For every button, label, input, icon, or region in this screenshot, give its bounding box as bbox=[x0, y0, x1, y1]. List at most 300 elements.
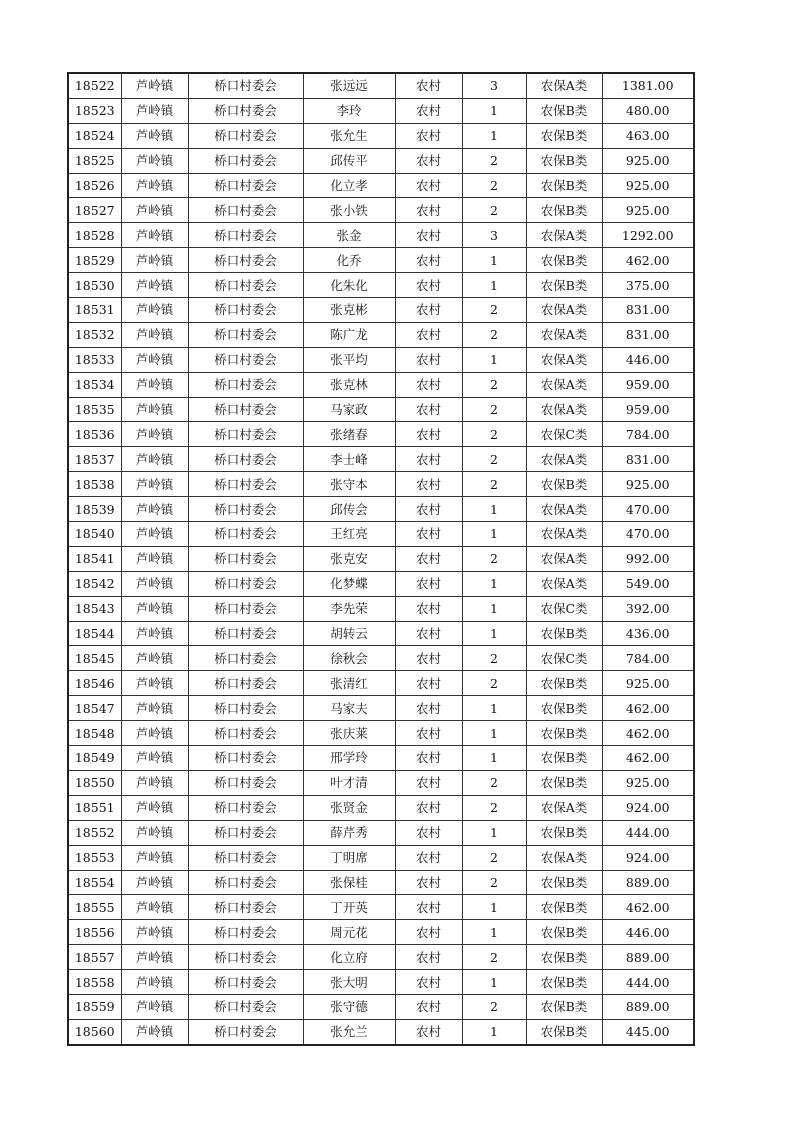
table-row bbox=[68, 422, 694, 447]
town-cell: 芦岭镇 bbox=[121, 895, 188, 920]
amount-cell: 446.00 bbox=[602, 920, 694, 945]
record-id-cell: 18548 bbox=[68, 721, 121, 746]
household-type-cell: 农村 bbox=[395, 895, 462, 920]
member-count-cell: 1 bbox=[462, 721, 526, 746]
household-type-cell: 农村 bbox=[395, 671, 462, 696]
amount-cell: 444.00 bbox=[602, 970, 694, 995]
amount-cell: 925.00 bbox=[602, 198, 694, 223]
member-count-cell: 2 bbox=[462, 173, 526, 198]
record-id-cell: 18531 bbox=[68, 298, 121, 323]
subsidy-table bbox=[67, 72, 695, 1046]
person-name-cell: 李玲 bbox=[303, 98, 395, 123]
member-count-cell: 2 bbox=[462, 546, 526, 571]
amount-cell: 784.00 bbox=[602, 646, 694, 671]
town-cell: 芦岭镇 bbox=[121, 671, 188, 696]
table-row bbox=[68, 845, 694, 870]
village-committee-cell: 桥口村委会 bbox=[188, 646, 303, 671]
insurance-category-cell: 农保C类 bbox=[526, 646, 602, 671]
amount-cell: 959.00 bbox=[602, 372, 694, 397]
person-name-cell: 化立孝 bbox=[303, 173, 395, 198]
record-id-cell: 18525 bbox=[68, 148, 121, 173]
household-type-cell: 农村 bbox=[395, 472, 462, 497]
insurance-category-cell: 农保A类 bbox=[526, 73, 602, 98]
town-cell: 芦岭镇 bbox=[121, 522, 188, 547]
household-type-cell: 农村 bbox=[395, 223, 462, 248]
member-count-cell: 1 bbox=[462, 895, 526, 920]
table-row bbox=[68, 945, 694, 970]
table-row bbox=[68, 970, 694, 995]
member-count-cell: 3 bbox=[462, 73, 526, 98]
insurance-category-cell: 农保A类 bbox=[526, 546, 602, 571]
record-id-cell: 18537 bbox=[68, 447, 121, 472]
village-committee-cell: 桥口村委会 bbox=[188, 173, 303, 198]
village-committee-cell: 桥口村委会 bbox=[188, 73, 303, 98]
village-committee-cell: 桥口村委会 bbox=[188, 322, 303, 347]
person-name-cell: 陈广龙 bbox=[303, 322, 395, 347]
village-committee-cell: 桥口村委会 bbox=[188, 472, 303, 497]
insurance-category-cell: 农保B类 bbox=[526, 696, 602, 721]
insurance-category-cell: 农保B类 bbox=[526, 173, 602, 198]
insurance-category-cell: 农保A类 bbox=[526, 372, 602, 397]
member-count-cell: 2 bbox=[462, 870, 526, 895]
table-body bbox=[68, 73, 694, 1045]
member-count-cell: 2 bbox=[462, 397, 526, 422]
amount-cell: 925.00 bbox=[602, 770, 694, 795]
town-cell: 芦岭镇 bbox=[121, 223, 188, 248]
person-name-cell: 周元花 bbox=[303, 920, 395, 945]
record-id-cell: 18558 bbox=[68, 970, 121, 995]
insurance-category-cell: 农保A类 bbox=[526, 447, 602, 472]
amount-cell: 549.00 bbox=[602, 571, 694, 596]
record-id-cell: 18529 bbox=[68, 248, 121, 273]
amount-cell: 992.00 bbox=[602, 546, 694, 571]
household-type-cell: 农村 bbox=[395, 721, 462, 746]
household-type-cell: 农村 bbox=[395, 820, 462, 845]
person-name-cell: 张克林 bbox=[303, 372, 395, 397]
insurance-category-cell: 农保A类 bbox=[526, 845, 602, 870]
household-type-cell: 农村 bbox=[395, 770, 462, 795]
amount-cell: 375.00 bbox=[602, 273, 694, 298]
insurance-category-cell: 农保A类 bbox=[526, 497, 602, 522]
person-name-cell: 化梦蝶 bbox=[303, 571, 395, 596]
table-row bbox=[68, 994, 694, 1019]
town-cell: 芦岭镇 bbox=[121, 123, 188, 148]
member-count-cell: 1 bbox=[462, 571, 526, 596]
member-count-cell: 2 bbox=[462, 322, 526, 347]
record-id-cell: 18559 bbox=[68, 994, 121, 1019]
village-committee-cell: 桥口村委会 bbox=[188, 248, 303, 273]
person-name-cell: 马家政 bbox=[303, 397, 395, 422]
amount-cell: 462.00 bbox=[602, 895, 694, 920]
table-row bbox=[68, 920, 694, 945]
amount-cell: 925.00 bbox=[602, 148, 694, 173]
record-id-cell: 18547 bbox=[68, 696, 121, 721]
town-cell: 芦岭镇 bbox=[121, 198, 188, 223]
record-id-cell: 18532 bbox=[68, 322, 121, 347]
record-id-cell: 18522 bbox=[68, 73, 121, 98]
town-cell: 芦岭镇 bbox=[121, 994, 188, 1019]
household-type-cell: 农村 bbox=[395, 795, 462, 820]
household-type-cell: 农村 bbox=[395, 646, 462, 671]
table-row bbox=[68, 73, 694, 98]
town-cell: 芦岭镇 bbox=[121, 870, 188, 895]
village-committee-cell: 桥口村委会 bbox=[188, 497, 303, 522]
table-row bbox=[68, 298, 694, 323]
town-cell: 芦岭镇 bbox=[121, 1019, 188, 1044]
town-cell: 芦岭镇 bbox=[121, 273, 188, 298]
insurance-category-cell: 农保B类 bbox=[526, 1019, 602, 1044]
insurance-category-cell: 农保B类 bbox=[526, 895, 602, 920]
insurance-category-cell: 农保A类 bbox=[526, 223, 602, 248]
member-count-cell: 2 bbox=[462, 845, 526, 870]
village-committee-cell: 桥口村委会 bbox=[188, 522, 303, 547]
member-count-cell: 2 bbox=[462, 298, 526, 323]
member-count-cell: 2 bbox=[462, 422, 526, 447]
person-name-cell: 张大明 bbox=[303, 970, 395, 995]
table-row bbox=[68, 522, 694, 547]
record-id-cell: 18549 bbox=[68, 746, 121, 771]
table-row bbox=[68, 347, 694, 372]
insurance-category-cell: 农保B类 bbox=[526, 770, 602, 795]
insurance-category-cell: 农保B类 bbox=[526, 123, 602, 148]
person-name-cell: 徐秋会 bbox=[303, 646, 395, 671]
amount-cell: 436.00 bbox=[602, 621, 694, 646]
amount-cell: 462.00 bbox=[602, 248, 694, 273]
person-name-cell: 张守本 bbox=[303, 472, 395, 497]
table-row bbox=[68, 820, 694, 845]
person-name-cell: 张守德 bbox=[303, 994, 395, 1019]
town-cell: 芦岭镇 bbox=[121, 721, 188, 746]
village-committee-cell: 桥口村委会 bbox=[188, 447, 303, 472]
village-committee-cell: 桥口村委会 bbox=[188, 422, 303, 447]
member-count-cell: 2 bbox=[462, 372, 526, 397]
person-name-cell: 丁开英 bbox=[303, 895, 395, 920]
member-count-cell: 1 bbox=[462, 746, 526, 771]
amount-cell: 462.00 bbox=[602, 746, 694, 771]
table-row bbox=[68, 248, 694, 273]
person-name-cell: 张清红 bbox=[303, 671, 395, 696]
household-type-cell: 农村 bbox=[395, 945, 462, 970]
table-row bbox=[68, 571, 694, 596]
member-count-cell: 1 bbox=[462, 820, 526, 845]
village-committee-cell: 桥口村委会 bbox=[188, 895, 303, 920]
insurance-category-cell: 农保B类 bbox=[526, 970, 602, 995]
person-name-cell: 李士峰 bbox=[303, 447, 395, 472]
insurance-category-cell: 农保B类 bbox=[526, 820, 602, 845]
village-committee-cell: 桥口村委会 bbox=[188, 920, 303, 945]
table-row bbox=[68, 472, 694, 497]
household-type-cell: 农村 bbox=[395, 347, 462, 372]
insurance-category-cell: 农保B类 bbox=[526, 198, 602, 223]
person-name-cell: 张克彬 bbox=[303, 298, 395, 323]
town-cell: 芦岭镇 bbox=[121, 945, 188, 970]
village-committee-cell: 桥口村委会 bbox=[188, 845, 303, 870]
household-type-cell: 农村 bbox=[395, 596, 462, 621]
table-row bbox=[68, 98, 694, 123]
village-committee-cell: 桥口村委会 bbox=[188, 870, 303, 895]
amount-cell: 831.00 bbox=[602, 322, 694, 347]
record-id-cell: 18552 bbox=[68, 820, 121, 845]
village-committee-cell: 桥口村委会 bbox=[188, 820, 303, 845]
member-count-cell: 2 bbox=[462, 671, 526, 696]
town-cell: 芦岭镇 bbox=[121, 820, 188, 845]
person-name-cell: 张克安 bbox=[303, 546, 395, 571]
insurance-category-cell: 农保A类 bbox=[526, 322, 602, 347]
amount-cell: 445.00 bbox=[602, 1019, 694, 1044]
record-id-cell: 18546 bbox=[68, 671, 121, 696]
village-committee-cell: 桥口村委会 bbox=[188, 347, 303, 372]
table-row bbox=[68, 696, 694, 721]
table-row bbox=[68, 870, 694, 895]
person-name-cell: 张贤金 bbox=[303, 795, 395, 820]
household-type-cell: 农村 bbox=[395, 870, 462, 895]
town-cell: 芦岭镇 bbox=[121, 98, 188, 123]
record-id-cell: 18553 bbox=[68, 845, 121, 870]
town-cell: 芦岭镇 bbox=[121, 148, 188, 173]
insurance-category-cell: 农保A类 bbox=[526, 522, 602, 547]
amount-cell: 925.00 bbox=[602, 671, 694, 696]
town-cell: 芦岭镇 bbox=[121, 347, 188, 372]
record-id-cell: 18533 bbox=[68, 347, 121, 372]
insurance-category-cell: 农保B类 bbox=[526, 98, 602, 123]
record-id-cell: 18536 bbox=[68, 422, 121, 447]
person-name-cell: 薛芹秀 bbox=[303, 820, 395, 845]
household-type-cell: 农村 bbox=[395, 497, 462, 522]
person-name-cell: 胡转云 bbox=[303, 621, 395, 646]
amount-cell: 925.00 bbox=[602, 472, 694, 497]
person-name-cell: 张远远 bbox=[303, 73, 395, 98]
member-count-cell: 1 bbox=[462, 123, 526, 148]
record-id-cell: 18550 bbox=[68, 770, 121, 795]
person-name-cell: 邱传平 bbox=[303, 148, 395, 173]
amount-cell: 924.00 bbox=[602, 795, 694, 820]
person-name-cell: 张小铁 bbox=[303, 198, 395, 223]
household-type-cell: 农村 bbox=[395, 621, 462, 646]
amount-cell: 480.00 bbox=[602, 98, 694, 123]
insurance-category-cell: 农保B类 bbox=[526, 273, 602, 298]
village-committee-cell: 桥口村委会 bbox=[188, 721, 303, 746]
amount-cell: 446.00 bbox=[602, 347, 694, 372]
record-id-cell: 18524 bbox=[68, 123, 121, 148]
member-count-cell: 1 bbox=[462, 248, 526, 273]
insurance-category-cell: 农保B类 bbox=[526, 671, 602, 696]
record-id-cell: 18527 bbox=[68, 198, 121, 223]
record-id-cell: 18523 bbox=[68, 98, 121, 123]
member-count-cell: 2 bbox=[462, 994, 526, 1019]
household-type-cell: 农村 bbox=[395, 372, 462, 397]
record-id-cell: 18544 bbox=[68, 621, 121, 646]
town-cell: 芦岭镇 bbox=[121, 596, 188, 621]
insurance-category-cell: 农保B类 bbox=[526, 248, 602, 273]
person-name-cell: 邱传会 bbox=[303, 497, 395, 522]
village-committee-cell: 桥口村委会 bbox=[188, 770, 303, 795]
record-id-cell: 18528 bbox=[68, 223, 121, 248]
member-count-cell: 1 bbox=[462, 621, 526, 646]
record-id-cell: 18541 bbox=[68, 546, 121, 571]
amount-cell: 1381.00 bbox=[602, 73, 694, 98]
person-name-cell: 化立府 bbox=[303, 945, 395, 970]
record-id-cell: 18545 bbox=[68, 646, 121, 671]
town-cell: 芦岭镇 bbox=[121, 248, 188, 273]
household-type-cell: 农村 bbox=[395, 571, 462, 596]
amount-cell: 470.00 bbox=[602, 497, 694, 522]
household-type-cell: 农村 bbox=[395, 248, 462, 273]
town-cell: 芦岭镇 bbox=[121, 173, 188, 198]
town-cell: 芦岭镇 bbox=[121, 571, 188, 596]
person-name-cell: 化乔 bbox=[303, 248, 395, 273]
record-id-cell: 18535 bbox=[68, 397, 121, 422]
member-count-cell: 1 bbox=[462, 522, 526, 547]
insurance-category-cell: 农保B类 bbox=[526, 148, 602, 173]
village-committee-cell: 桥口村委会 bbox=[188, 945, 303, 970]
member-count-cell: 2 bbox=[462, 795, 526, 820]
household-type-cell: 农村 bbox=[395, 198, 462, 223]
amount-cell: 470.00 bbox=[602, 522, 694, 547]
table-row bbox=[68, 322, 694, 347]
table-row bbox=[68, 223, 694, 248]
member-count-cell: 1 bbox=[462, 1019, 526, 1044]
town-cell: 芦岭镇 bbox=[121, 970, 188, 995]
village-committee-cell: 桥口村委会 bbox=[188, 671, 303, 696]
table-row bbox=[68, 1019, 694, 1044]
insurance-category-cell: 农保B类 bbox=[526, 721, 602, 746]
town-cell: 芦岭镇 bbox=[121, 646, 188, 671]
insurance-category-cell: 农保A类 bbox=[526, 347, 602, 372]
insurance-category-cell: 农保B类 bbox=[526, 945, 602, 970]
table-row bbox=[68, 273, 694, 298]
amount-cell: 924.00 bbox=[602, 845, 694, 870]
household-type-cell: 农村 bbox=[395, 920, 462, 945]
record-id-cell: 18556 bbox=[68, 920, 121, 945]
village-committee-cell: 桥口村委会 bbox=[188, 970, 303, 995]
town-cell: 芦岭镇 bbox=[121, 298, 188, 323]
member-count-cell: 2 bbox=[462, 472, 526, 497]
amount-cell: 462.00 bbox=[602, 721, 694, 746]
town-cell: 芦岭镇 bbox=[121, 422, 188, 447]
village-committee-cell: 桥口村委会 bbox=[188, 298, 303, 323]
amount-cell: 1292.00 bbox=[602, 223, 694, 248]
record-id-cell: 18554 bbox=[68, 870, 121, 895]
amount-cell: 889.00 bbox=[602, 994, 694, 1019]
household-type-cell: 农村 bbox=[395, 447, 462, 472]
table-row bbox=[68, 770, 694, 795]
household-type-cell: 农村 bbox=[395, 123, 462, 148]
person-name-cell: 张保桂 bbox=[303, 870, 395, 895]
town-cell: 芦岭镇 bbox=[121, 372, 188, 397]
member-count-cell: 2 bbox=[462, 646, 526, 671]
amount-cell: 959.00 bbox=[602, 397, 694, 422]
town-cell: 芦岭镇 bbox=[121, 621, 188, 646]
table-row bbox=[68, 497, 694, 522]
record-id-cell: 18542 bbox=[68, 571, 121, 596]
record-id-cell: 18530 bbox=[68, 273, 121, 298]
village-committee-cell: 桥口村委会 bbox=[188, 571, 303, 596]
village-committee-cell: 桥口村委会 bbox=[188, 596, 303, 621]
insurance-category-cell: 农保B类 bbox=[526, 870, 602, 895]
amount-cell: 889.00 bbox=[602, 945, 694, 970]
village-committee-cell: 桥口村委会 bbox=[188, 746, 303, 771]
record-id-cell: 18539 bbox=[68, 497, 121, 522]
town-cell: 芦岭镇 bbox=[121, 472, 188, 497]
insurance-category-cell: 农保A类 bbox=[526, 571, 602, 596]
member-count-cell: 1 bbox=[462, 497, 526, 522]
insurance-category-cell: 农保B类 bbox=[526, 746, 602, 771]
town-cell: 芦岭镇 bbox=[121, 546, 188, 571]
household-type-cell: 农村 bbox=[395, 397, 462, 422]
village-committee-cell: 桥口村委会 bbox=[188, 696, 303, 721]
insurance-category-cell: 农保A类 bbox=[526, 397, 602, 422]
village-committee-cell: 桥口村委会 bbox=[188, 98, 303, 123]
person-name-cell: 张庆莱 bbox=[303, 721, 395, 746]
member-count-cell: 1 bbox=[462, 596, 526, 621]
household-type-cell: 农村 bbox=[395, 148, 462, 173]
record-id-cell: 18526 bbox=[68, 173, 121, 198]
member-count-cell: 2 bbox=[462, 447, 526, 472]
amount-cell: 831.00 bbox=[602, 447, 694, 472]
household-type-cell: 农村 bbox=[395, 1019, 462, 1044]
member-count-cell: 1 bbox=[462, 970, 526, 995]
household-type-cell: 农村 bbox=[395, 322, 462, 347]
village-committee-cell: 桥口村委会 bbox=[188, 273, 303, 298]
record-id-cell: 18538 bbox=[68, 472, 121, 497]
insurance-category-cell: 农保C类 bbox=[526, 596, 602, 621]
village-committee-cell: 桥口村委会 bbox=[188, 223, 303, 248]
table-row bbox=[68, 671, 694, 696]
household-type-cell: 农村 bbox=[395, 696, 462, 721]
amount-cell: 463.00 bbox=[602, 123, 694, 148]
person-name-cell: 张金 bbox=[303, 223, 395, 248]
record-id-cell: 18557 bbox=[68, 945, 121, 970]
table-row bbox=[68, 447, 694, 472]
village-committee-cell: 桥口村委会 bbox=[188, 994, 303, 1019]
person-name-cell: 张绪春 bbox=[303, 422, 395, 447]
town-cell: 芦岭镇 bbox=[121, 770, 188, 795]
town-cell: 芦岭镇 bbox=[121, 920, 188, 945]
table-row bbox=[68, 746, 694, 771]
insurance-category-cell: 农保B类 bbox=[526, 994, 602, 1019]
member-count-cell: 1 bbox=[462, 273, 526, 298]
amount-cell: 925.00 bbox=[602, 173, 694, 198]
table-row bbox=[68, 895, 694, 920]
person-name-cell: 王红亮 bbox=[303, 522, 395, 547]
record-id-cell: 18560 bbox=[68, 1019, 121, 1044]
household-type-cell: 农村 bbox=[395, 73, 462, 98]
village-committee-cell: 桥口村委会 bbox=[188, 123, 303, 148]
household-type-cell: 农村 bbox=[395, 546, 462, 571]
village-committee-cell: 桥口村委会 bbox=[188, 795, 303, 820]
member-count-cell: 1 bbox=[462, 98, 526, 123]
insurance-category-cell: 农保B类 bbox=[526, 920, 602, 945]
person-name-cell: 张允兰 bbox=[303, 1019, 395, 1044]
person-name-cell: 张允生 bbox=[303, 123, 395, 148]
member-count-cell: 1 bbox=[462, 347, 526, 372]
amount-cell: 392.00 bbox=[602, 596, 694, 621]
amount-cell: 444.00 bbox=[602, 820, 694, 845]
town-cell: 芦岭镇 bbox=[121, 397, 188, 422]
member-count-cell: 2 bbox=[462, 148, 526, 173]
town-cell: 芦岭镇 bbox=[121, 497, 188, 522]
person-name-cell: 马家夫 bbox=[303, 696, 395, 721]
insurance-category-cell: 农保B类 bbox=[526, 621, 602, 646]
person-name-cell: 化朱化 bbox=[303, 273, 395, 298]
person-name-cell: 叶才清 bbox=[303, 770, 395, 795]
member-count-cell: 2 bbox=[462, 198, 526, 223]
town-cell: 芦岭镇 bbox=[121, 73, 188, 98]
record-id-cell: 18534 bbox=[68, 372, 121, 397]
member-count-cell: 2 bbox=[462, 770, 526, 795]
record-id-cell: 18540 bbox=[68, 522, 121, 547]
household-type-cell: 农村 bbox=[395, 422, 462, 447]
